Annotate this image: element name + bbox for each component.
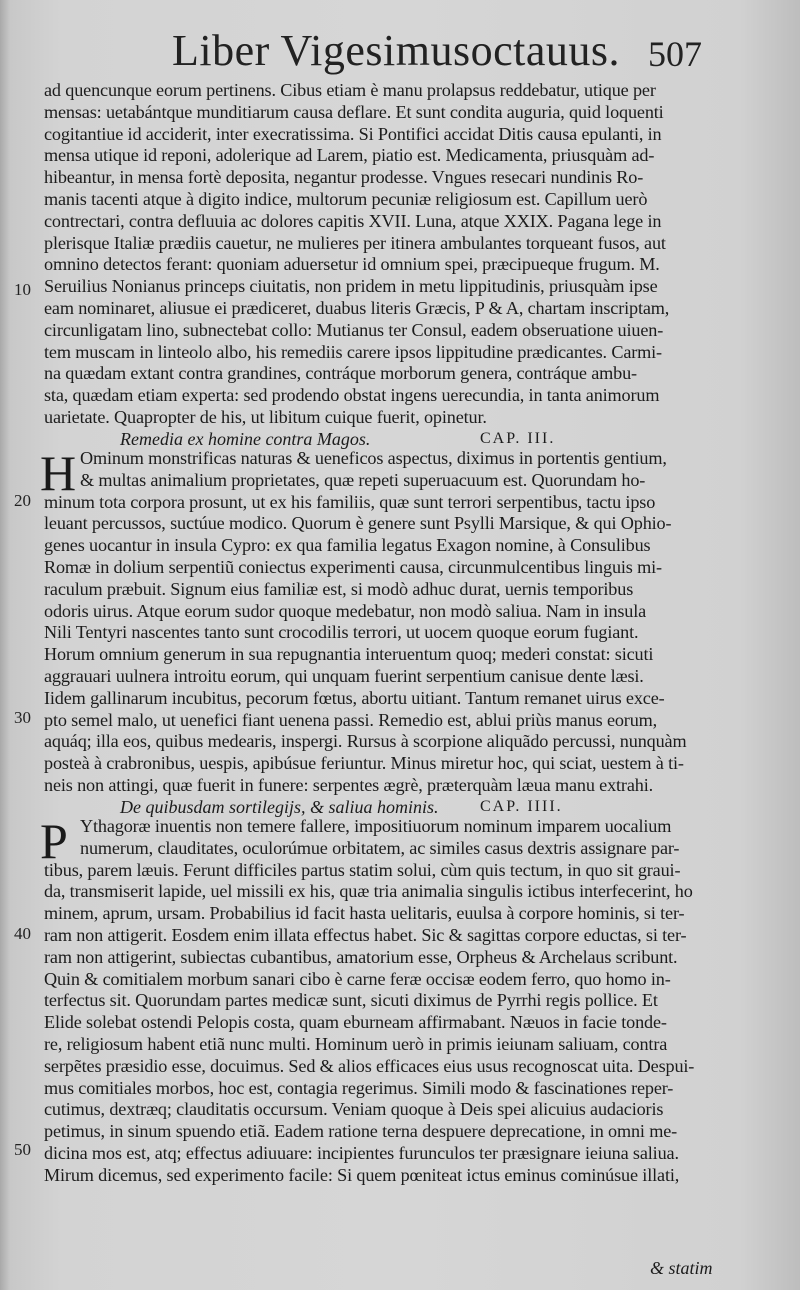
text-line: re, religiosum habent etiã nunc multi. Hominum uerò in primis ieiunam saliuam, contra [44, 1033, 668, 1054]
text-line: & multas animalium proprietates, quæ repeti superuacuum est. Quorundam ho- [80, 469, 646, 490]
text-line: Seruilius Nonianus princeps ciuitatis, non pridem in metu lippitudinis, priusquàm ipse [44, 276, 658, 297]
text-line: aggrauari uulnera introitu eorum, qui unquam fuerint serpentium canisue dente læsi. [44, 665, 644, 686]
paragraph-block-1 [44, 80, 788, 429]
text-line: dicina mos est, atq; effectus adiuuare: incipientes furunculos ter præsignare ieiuna saliua. [44, 1142, 679, 1163]
margin-line-number: 10 [14, 280, 31, 299]
text-line: hibeantur, in mensa fortè deposita, negantur prodesse. Vngues resecari nundinis Ro- [44, 167, 644, 188]
text-line: mus comitiales morbos, hoc est, contagia regerimus. Simili modo & fascinationes reper- [44, 1077, 674, 1098]
text-line: genes uocantur in insula Cypro: ex qua familia legatus Exagon nomine, à Consulibus [44, 535, 651, 556]
text-line: mensa utique id reponi, adolerique ad Larem, piatio est. Medicamenta, priusquàm ad- [44, 145, 655, 166]
text-line: contrectari, contra defluuia ac dolores capitis XVII. Luna, atque XXIX. Pagana lege in [44, 210, 662, 231]
paragraph-block-2-lead [80, 448, 788, 492]
text-line: na quædam extant contra grandines, contráque morborum genera, contráque ambu- [44, 363, 637, 384]
text-line: uarietate. Quapropter de his, ut libitum cuique fuerit, opinetur. [44, 406, 487, 427]
text-line: neis non attingi, quæ fuerit in funere: serpentes ægrè, præterquàm læua manu extrahi. [44, 774, 654, 795]
margin-line-number: 20 [14, 491, 31, 510]
chapter-heading-4 [120, 796, 780, 818]
margin-line-number: 30 [14, 708, 31, 727]
chapter-title: Remedia ex homine contra Magos. [120, 429, 371, 449]
chapter-number: CAP. IIII. [480, 798, 563, 815]
text-line: eam nominaret, aliusue ei prædiceret, duabus literis Græcis, P & A, chartam inscriptam, [44, 297, 670, 318]
text-line: Quin & comitialem morbum sanari cibo è carne feræ occisæ eodem ferro, quo homo in- [44, 968, 671, 989]
text-line: minum tota corpora prosunt, ut ex his familiis, quæ sunt terrori serpentibus, tactu ipso [44, 491, 656, 512]
margin-line-number: 40 [14, 924, 31, 943]
text-line: Iidem gallinarum incubitus, pecorum fœtus, abortu uitiant. Tantum remanet uirus exce- [44, 687, 665, 708]
running-head: Liber Vigesimusoctauus. [172, 26, 620, 75]
text-line: Mirum dicemus, sed experimento facile: Si quem pœniteat ictus eminus cominúsue illati, [44, 1164, 680, 1185]
text-line: cutimus, dextræq; clauditatis occursum. Veniam quoque à Deis spei alicuius audacioris [44, 1099, 664, 1120]
text-line: tibus, parem læuis. Ferunt difficiles partus statim solui, cùm quis tectum, in quo sit graui- [44, 859, 681, 880]
text-line: Romæ in dolium serpentiũ coniectus experimenti causa, circunmulcentibus linguis mi- [44, 556, 662, 577]
initial-letter: P [40, 813, 68, 869]
text-line: posteà à crabronibus, uespis, apibúsue feriuntur. Minus miretur hoc, qui sciat, uestem à ti- [44, 753, 684, 774]
margin-line-number: 50 [14, 1140, 31, 1159]
text-line: ad quencunque eorum pertinens. Cibus etiam è manu prolapsus reddebatur, utique per [44, 80, 656, 100]
text-line: tem muscam in linteolo albo, his remediis carere ipsos lippitudine prædicantes. Carmi- [44, 341, 662, 362]
text-line: circunligatam lino, subnectebat collo: Mutianus ter Consul, eadem obseruatione uiuen- [44, 319, 664, 340]
text-line: serpẽtes præsidio esse, docuimus. Sed & alios efficaces eius usus recognoscat uita. Despui- [44, 1055, 695, 1076]
text-line: terfectus sit. Quorundam partes medicæ sunt, sicuti diximus de Pyrrhi regis pollice. Et [44, 990, 658, 1011]
text-line: Elide solebat ostendi Pelopis costa, quam eburneam affirmabant. Næuos in facie tonde- [44, 1012, 667, 1033]
text-line: omnino detectos ferant: quoniam aduersetur id omnium spei, præcipueque frugum. M. [44, 254, 660, 275]
chapter-title: De quibusdam sortilegijs, & saliua hominis. [120, 797, 439, 817]
text-line: sta, quædam etiam experta: sed prodendo obstat ingens uerecundia, in tanta animorum [44, 385, 660, 406]
text-line: aquáq; illa eos, quibus medearis, inspergi. Rursus à scorpione aliquãdo percussi, nunquàm [44, 731, 687, 752]
paragraph-block-2 [44, 492, 788, 797]
text-line: pto semel malo, ut uenefici fiant uenena passi. Remedio est, ablui priùs manus eorum, [44, 709, 658, 730]
text-line: Ominum monstrificas naturas & ueneficos aspectus, diximus in portentis gentium, [80, 448, 667, 468]
text-line: numerum, clauditates, oculorúmue orbitatem, ac similes casus dextris assignare par- [80, 837, 680, 858]
page-number: 507 [648, 34, 702, 74]
text-line: leuant percussos, suctúue modico. Quorum è genere sunt Psylli Marsique, & qui Ophio- [44, 513, 672, 534]
text-line: ram non attigerit. Eosdem enim illata effectus habet. Sic & sagittas corpore eductas, si ter- [44, 924, 687, 945]
text-line: Nili Tentyri nascentes tanto sunt crocodilis terrori, ut uocem quoque eorum fugiant. [44, 622, 639, 643]
text-line: odoris uirus. Atque eorum sudor quoque medebatur, non modò saliua. Nam in insula [44, 600, 647, 621]
text-line: plerisque Italiæ prædiis cauetur, ne mulieres per itinera ambulantes torqueant fusos, aut [44, 232, 666, 253]
text-line: mensas: uetabántque munditiarum causa deflare. Et sunt condita auguria, quid loquenti [44, 101, 664, 122]
text-line: ram non attigerint, subiectas cubantibus, amatorium esse, Orpheus & Archelaus scribunt. [44, 946, 678, 967]
chapter-heading-3 [120, 428, 780, 450]
paragraph-block-3-lead [80, 816, 788, 860]
text-line: raculum præbuit. Signum eius familiæ est, si modò adhuc durat, uernis temporibus [44, 578, 634, 599]
text-line: petimus, in sinum spuendo etiã. Eadem ratione terna despuere deprecatione, in omni me- [44, 1121, 678, 1142]
initial-letter: H [40, 445, 77, 501]
text-line: cogitantiue id acciderit, inter execratissima. Si Pontifici accidat Ditis causa epulanti, in [44, 123, 662, 144]
text-line: da, transmiserit lapide, uel missili ex his, quæ tria animalia singulis ictibus interfecerint, ho [44, 881, 693, 902]
text-line: Horum omnium generum in sua repugnantia interuentum quoq; mederi constat: sicuti [44, 644, 654, 665]
chapter-number: CAP. III. [480, 430, 556, 447]
text-line: Ythagoræ inuentis non temere fallere, impositiuorum nominum imparem uocalium [80, 816, 672, 836]
text-line: manis tacenti atque à digito indice, multorum pecuniæ religiosum est. Capillum uerò [44, 188, 648, 209]
text-line: minem, aprum, ursam. Probabilius id facit hasta uelitaris, euulsa à corpore hominis, si ter- [44, 903, 685, 924]
paragraph-block-3 [44, 860, 788, 1187]
catchword: & statim [650, 1258, 713, 1278]
